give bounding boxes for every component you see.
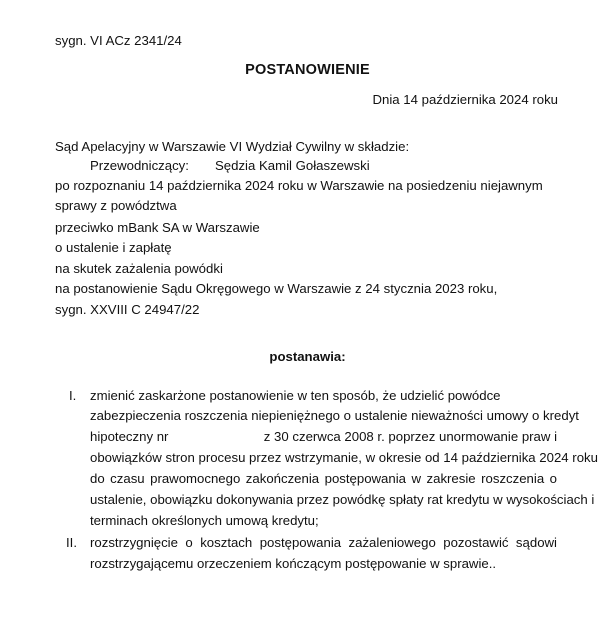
court-composition: Sąd Apelacyjny w Warszawie VI Wydział Cywilny w składzie: <box>55 139 410 154</box>
item-line: zabezpieczenia roszczenia niepieniężnego o ustalenie nieważności umowy o kredyt <box>90 408 579 423</box>
intro-line: na skutek zażalenia powódki <box>55 261 223 276</box>
intro-line: sygn. XXVIII C 24947/22 <box>55 302 200 317</box>
item-numeral: II. <box>66 535 77 550</box>
chair-name: Sędzia Kamil Gołaszewski <box>215 158 370 173</box>
document-date: Dnia 14 października 2024 roku <box>372 92 558 107</box>
item-line-left: hipoteczny nr <box>90 429 169 444</box>
item-numeral: I. <box>69 388 77 403</box>
decision-heading: postanawia: <box>269 349 346 364</box>
chair-label: Przewodniczący: <box>90 158 189 173</box>
item-last-line: rozstrzygającemu orzeczeniem kończącym postępowanie w sprawie.. <box>90 556 497 571</box>
item-line: ustalenie, obowiązku dokonywania przez powódkę spłaty rat kredytu w wysokościach i <box>90 492 595 507</box>
case-signature: sygn. VI ACz 2341/24 <box>55 33 182 48</box>
item-line: obowiązków stron procesu przez wstrzymanie, w okresie od 14 października 2024 roku <box>90 450 598 465</box>
document-title: POSTANOWIENIE <box>245 62 370 78</box>
intro-line: po rozpoznaniu 14 października 2024 roku w Warszawie na posiedzeniu niejawnym <box>55 178 543 193</box>
intro-line: sprawy z powództwa <box>55 198 177 213</box>
item-first-line: rozstrzygnięcie o kosztach postępowania zażaleniowego pozostawić sądowi <box>90 535 557 550</box>
intro-line: o ustalenie i zapłatę <box>55 240 172 255</box>
item-first-line: zmienić zaskarżone postanowienie w ten sposób, że udzielić powódce <box>90 388 501 403</box>
intro-line: na postanowienie Sądu Okręgowego w Warszawie z 24 stycznia 2023 roku, <box>55 281 498 296</box>
item-line-right: z 30 czerwca 2008 r. poprzez unormowanie praw i <box>263 429 557 444</box>
item-line: do czasu prawomocnego zakończenia postępowania w zakresie roszczenia o <box>90 471 557 486</box>
item-last-line: terminach określonych umową kredytu; <box>90 513 319 528</box>
intro-line: przeciwko mBank SA w Warszawie <box>55 220 260 235</box>
